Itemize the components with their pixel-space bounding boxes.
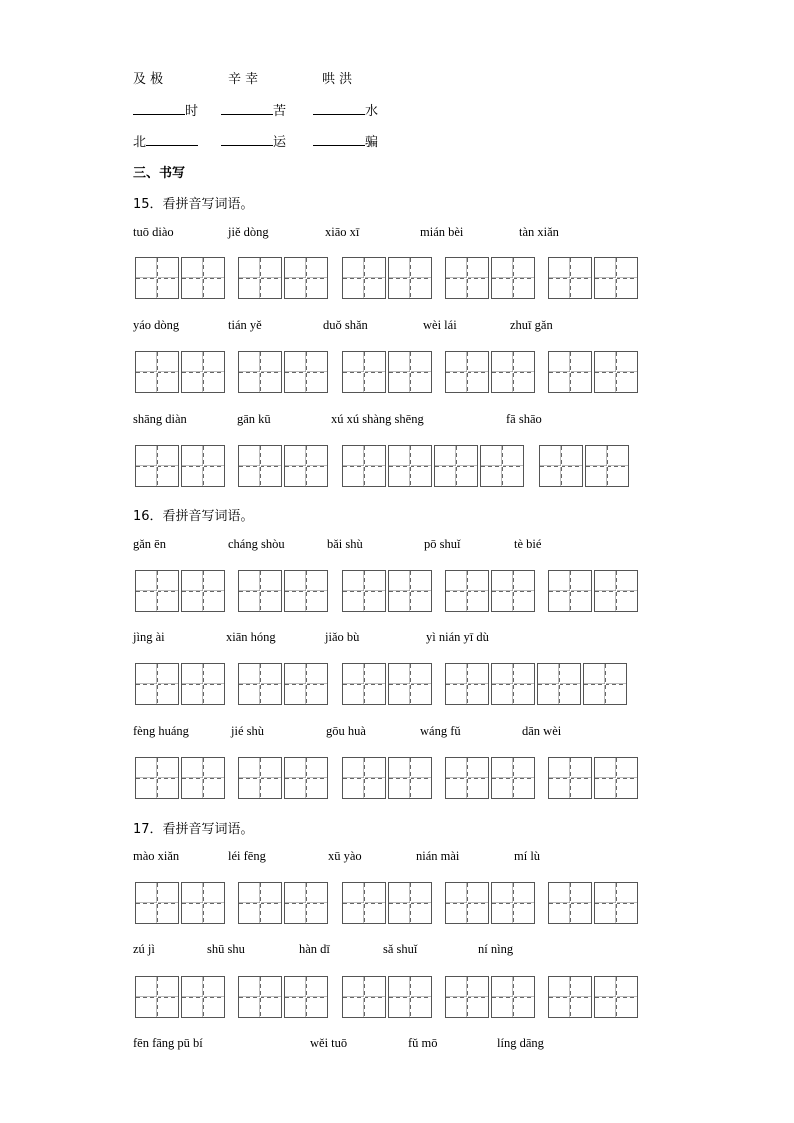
pinyin: cháng shòu xyxy=(228,537,285,551)
blank-suffix: 苦 xyxy=(273,104,287,119)
blank-line xyxy=(221,102,273,115)
pinyin: gān kū xyxy=(237,412,271,426)
pair-group-3: 哄 洪 xyxy=(322,72,353,87)
writing-box[interactable] xyxy=(388,351,432,393)
writing-box[interactable] xyxy=(585,445,629,487)
pinyin: jìng ài xyxy=(133,630,165,644)
pinyin: líng dāng xyxy=(497,1036,544,1050)
writing-box[interactable] xyxy=(548,351,592,393)
blank-suffix: 时 xyxy=(185,104,199,119)
writing-box[interactable] xyxy=(238,257,282,299)
writing-box[interactable] xyxy=(238,570,282,612)
writing-box[interactable] xyxy=(388,445,432,487)
writing-box[interactable] xyxy=(284,570,328,612)
writing-box[interactable] xyxy=(434,445,478,487)
writing-box[interactable] xyxy=(342,257,386,299)
pinyin: zhuī gǎn xyxy=(510,318,553,332)
pinyin: mí lù xyxy=(514,849,541,863)
writing-box[interactable] xyxy=(284,663,328,705)
writing-box[interactable] xyxy=(445,882,489,924)
writing-box[interactable] xyxy=(284,976,328,1018)
writing-box[interactable] xyxy=(284,757,328,799)
pinyin: dān wèi xyxy=(522,724,562,738)
writing-box[interactable] xyxy=(181,976,225,1018)
pinyin: shāng diàn xyxy=(133,412,187,426)
pinyin: mián bèi xyxy=(420,225,464,239)
question-17-title: 17．看拼音写词语。 xyxy=(133,822,254,837)
writing-box[interactable] xyxy=(342,570,386,612)
fill-blank-3[interactable] xyxy=(313,100,378,119)
writing-box[interactable] xyxy=(135,445,179,487)
writing-box[interactable] xyxy=(284,257,328,299)
writing-box[interactable] xyxy=(445,351,489,393)
question-16-title: 16．看拼音写词语。 xyxy=(133,509,254,524)
pinyin: wáng fǔ xyxy=(420,724,461,738)
writing-box[interactable] xyxy=(491,351,535,393)
writing-box[interactable] xyxy=(594,757,638,799)
writing-box[interactable] xyxy=(135,976,179,1018)
pinyin: xū yào xyxy=(328,849,362,863)
fill-blank-1[interactable] xyxy=(133,100,198,119)
writing-box[interactable] xyxy=(388,757,432,799)
writing-box[interactable] xyxy=(238,445,282,487)
writing-box[interactable] xyxy=(135,570,179,612)
writing-box[interactable] xyxy=(594,976,638,1018)
writing-box[interactable] xyxy=(135,351,179,393)
pinyin: gōu huà xyxy=(326,724,366,738)
writing-box[interactable] xyxy=(548,757,592,799)
pinyin: hàn dī xyxy=(299,942,330,956)
blank-line xyxy=(313,102,365,115)
fill-blank-4[interactable] xyxy=(133,131,198,150)
pinyin: léi fēng xyxy=(228,849,266,863)
writing-box[interactable] xyxy=(583,663,627,705)
writing-box[interactable] xyxy=(594,351,638,393)
writing-box[interactable] xyxy=(445,757,489,799)
writing-box[interactable] xyxy=(181,882,225,924)
pinyin: gǎn ēn xyxy=(133,537,166,551)
blank-suffix: 运 xyxy=(273,135,287,150)
pinyin: xú xú shàng shēng xyxy=(331,412,424,426)
writing-box[interactable] xyxy=(238,663,282,705)
writing-box[interactable] xyxy=(548,976,592,1018)
writing-box[interactable] xyxy=(135,257,179,299)
writing-box[interactable] xyxy=(342,757,386,799)
pinyin: zú jì xyxy=(133,942,155,956)
blank-line xyxy=(221,133,273,146)
writing-box[interactable] xyxy=(539,445,583,487)
writing-box[interactable] xyxy=(491,757,535,799)
writing-box[interactable] xyxy=(181,351,225,393)
writing-box[interactable] xyxy=(445,257,489,299)
writing-box[interactable] xyxy=(181,257,225,299)
writing-box[interactable] xyxy=(342,976,386,1018)
pinyin: tuō diào xyxy=(133,225,174,239)
writing-box[interactable] xyxy=(491,976,535,1018)
writing-box[interactable] xyxy=(388,882,432,924)
pinyin: fǔ mō xyxy=(408,1036,438,1050)
pinyin: sǎ shuǐ xyxy=(383,942,418,956)
writing-box[interactable] xyxy=(388,570,432,612)
writing-box[interactable] xyxy=(342,882,386,924)
writing-box[interactable] xyxy=(445,976,489,1018)
pinyin: wèi lái xyxy=(423,318,457,332)
fill-blank-2[interactable] xyxy=(221,100,286,119)
writing-box[interactable] xyxy=(445,663,489,705)
writing-box[interactable] xyxy=(135,663,179,705)
pinyin: bǎi shù xyxy=(327,537,363,551)
writing-box[interactable] xyxy=(491,882,535,924)
writing-box[interactable] xyxy=(388,257,432,299)
pinyin: fèng huáng xyxy=(133,724,189,738)
pinyin: mào xiǎn xyxy=(133,849,180,863)
writing-box[interactable] xyxy=(342,663,386,705)
pinyin: wěi tuō xyxy=(310,1036,348,1050)
writing-box[interactable] xyxy=(181,570,225,612)
pinyin: pō shuǐ xyxy=(424,537,461,551)
writing-box[interactable] xyxy=(238,757,282,799)
pinyin: duǒ shǎn xyxy=(323,318,368,332)
question-15-title: 15．看拼音写词语。 xyxy=(133,197,254,212)
writing-box[interactable] xyxy=(388,663,432,705)
pinyin: yáo dòng xyxy=(133,318,180,332)
writing-box[interactable] xyxy=(548,882,592,924)
pinyin: jiě dòng xyxy=(228,225,269,239)
writing-box[interactable] xyxy=(548,257,592,299)
writing-box[interactable] xyxy=(491,570,535,612)
blank-suffix: 水 xyxy=(365,104,379,119)
writing-box[interactable] xyxy=(594,570,638,612)
pinyin: jiǎo bù xyxy=(325,630,360,644)
writing-box[interactable] xyxy=(238,882,282,924)
writing-box[interactable] xyxy=(342,351,386,393)
fill-blank-6[interactable] xyxy=(313,131,378,150)
writing-box[interactable] xyxy=(238,976,282,1018)
pinyin: xiāo xī xyxy=(325,225,360,239)
writing-box[interactable] xyxy=(181,757,225,799)
blank-line xyxy=(313,133,365,146)
pinyin: jié shù xyxy=(231,724,264,738)
pair-group-1: 及 极 xyxy=(133,72,164,87)
writing-box[interactable] xyxy=(537,663,581,705)
writing-box[interactable] xyxy=(491,663,535,705)
writing-box[interactable] xyxy=(181,663,225,705)
writing-box[interactable] xyxy=(594,257,638,299)
pinyin: fā shāo xyxy=(506,412,542,426)
writing-box[interactable] xyxy=(181,445,225,487)
writing-box[interactable] xyxy=(238,351,282,393)
blank-line xyxy=(146,133,198,146)
pinyin: shū shu xyxy=(207,942,245,956)
writing-box[interactable] xyxy=(284,445,328,487)
pinyin: xiān hóng xyxy=(226,630,276,644)
writing-box[interactable] xyxy=(594,882,638,924)
writing-box[interactable] xyxy=(342,445,386,487)
blank-prefix: 北 xyxy=(133,135,147,150)
pinyin: nián mài xyxy=(416,849,460,863)
writing-box[interactable] xyxy=(491,257,535,299)
section-title: 三、书写 xyxy=(133,166,186,181)
pinyin: tè bié xyxy=(514,537,542,551)
writing-box[interactable] xyxy=(135,882,179,924)
pinyin: tàn xiǎn xyxy=(519,225,559,239)
pinyin: fēn fāng pū bí xyxy=(133,1036,203,1050)
pinyin: tián yě xyxy=(228,318,262,332)
fill-blank-5[interactable] xyxy=(221,131,286,150)
writing-box[interactable] xyxy=(284,882,328,924)
writing-box[interactable] xyxy=(480,445,524,487)
writing-box[interactable] xyxy=(135,757,179,799)
blank-suffix: 骗 xyxy=(365,135,379,150)
pair-group-2: 辛 幸 xyxy=(228,72,259,87)
writing-box[interactable] xyxy=(388,976,432,1018)
writing-box[interactable] xyxy=(445,570,489,612)
writing-box[interactable] xyxy=(284,351,328,393)
pinyin: yì nián yī dù xyxy=(426,630,489,644)
writing-box[interactable] xyxy=(548,570,592,612)
blank-line xyxy=(133,102,185,115)
pinyin: ní nìng xyxy=(478,942,514,956)
